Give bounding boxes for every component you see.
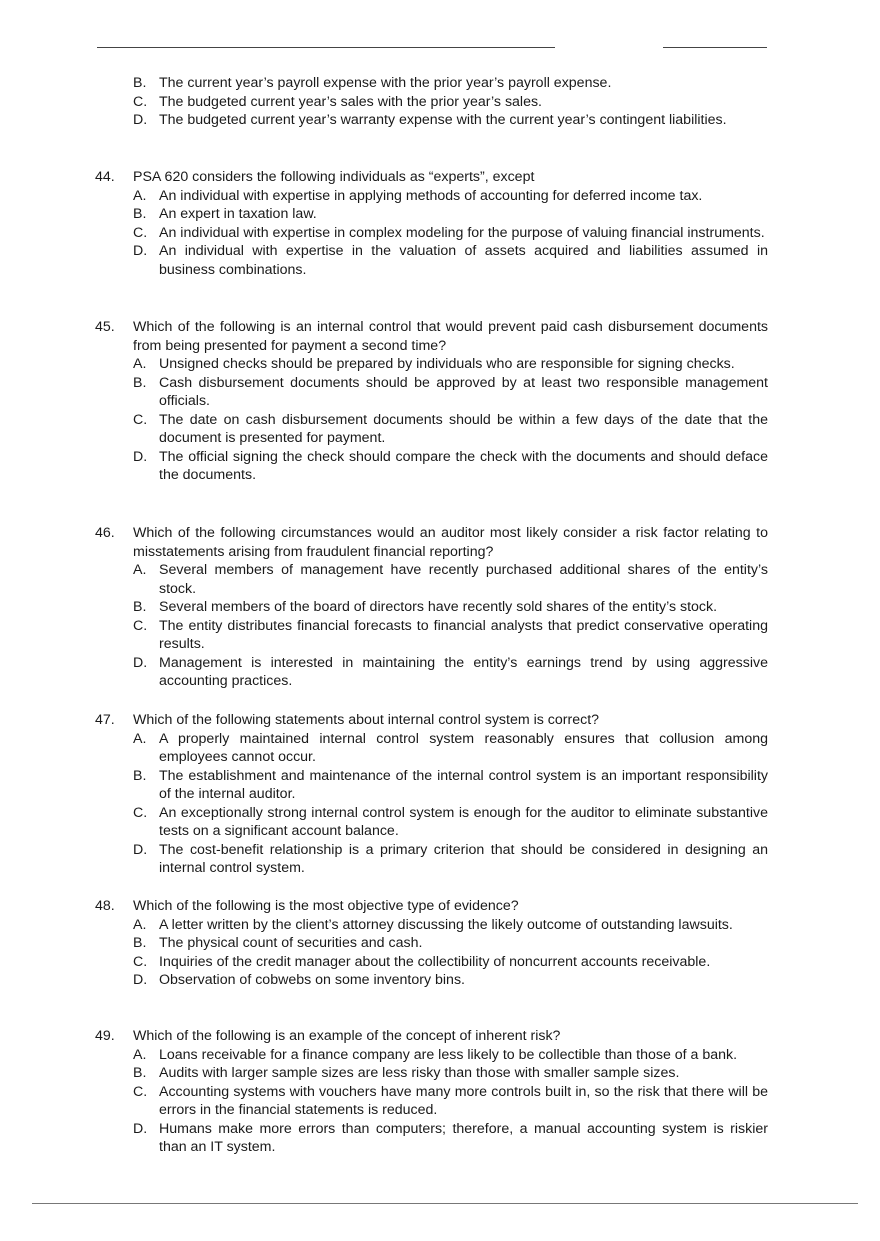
question-number: 47. [95,712,115,728]
option-text: An individual with expertise in complex modeling for the purpose of valuing financial instruments. [159,224,765,241]
option-letter: C. [133,93,148,110]
option-a [133,730,768,767]
option-d [133,1120,768,1157]
option-text: The date on cash disbursement documents should be within a few days of the date that the document is presented for payment. [159,411,768,446]
option-letter: C. [133,411,148,428]
option-c [133,804,768,841]
option-text: A properly maintained internal control system reasonably ensures that collusion among employees cannot occur. [159,730,768,765]
option-text: Management is interested in maintaining the entity’s earnings trend by using aggressive accounting practices. [159,654,768,689]
option-letter: A. [133,562,147,578]
option-d [133,242,768,279]
option-letter: B. [133,935,147,951]
option-letter: D. [133,841,148,858]
question-48 [95,897,768,990]
option-text: Inquiries of the credit manager about the collectibility of noncurrent accounts receivable. [159,953,711,970]
option-text: Accounting systems with vouchers have many more controls built in, so the risk that there will be errors in the financial statements is reduced. [159,1083,768,1118]
option-letter: B. [133,1065,147,1081]
option-letter: C. [133,953,148,970]
option-letter: D. [133,448,148,465]
option-b [133,74,768,93]
option-text: An exceptionally strong internal control system is enough for the auditor to eliminate substantive tests on a significant account balance. [159,804,768,839]
option-d [133,448,768,485]
option-letter: A. [133,730,147,747]
option-text: Unsigned checks should be prepared by individuals who are responsible for signing checks. [159,356,735,372]
question-stem: Which of the following is the most objective type of evidence? [133,898,519,914]
option-text: The official signing the check should compare the check with the documents and should deface the documents. [159,448,768,483]
footer-rule [32,1203,858,1204]
option-text: The entity distributes financial forecasts to financial analysts that predict conservative operating results. [159,617,768,652]
option-d [133,654,768,691]
question-number: 46. [95,525,115,541]
question-number: 49. [95,1028,115,1044]
option-b [133,934,768,953]
option-a [133,561,768,598]
option-letter: C. [133,617,148,634]
option-list [133,916,768,990]
option-c [133,953,768,972]
option-letter: A. [133,356,147,372]
option-a [133,1046,768,1065]
option-text: The cost-benefit relationship is a primary criterion that should be considered in designing an internal control system. [159,841,768,876]
question-45 [95,318,768,485]
option-text: An expert in taxation law. [159,206,317,222]
question-stem: Which of the following circumstances would an auditor most likely consider a risk factor relating to misstatements arising from fraudulent financial reporting? [133,525,768,560]
option-text: The budgeted current year’s warranty expense with the current year’s contingent liabilities. [159,112,727,128]
option-letter: A. [133,1046,147,1063]
option-text: The budgeted current year’s sales with the prior year’s sales. [159,93,543,110]
option-b [133,374,768,411]
question-stem: Which of the following statements about internal control system is correct? [133,712,600,728]
option-text: An individual with expertise in applying methods of accounting for deferred income tax. [159,187,703,204]
option-letter: B. [133,767,147,784]
option-letter: B. [133,599,147,615]
option-a [133,187,768,206]
option-a [133,355,768,374]
option-text: Several members of management have recently purchased additional shares of the entity’s stock. [159,562,768,597]
question-stem: Which of the following is an example of the concept of inherent risk? [133,1028,561,1044]
option-text: Audits with larger sample sizes are less risky than those with smaller sample sizes. [159,1065,680,1081]
option-b [133,205,768,224]
option-letter: C. [133,804,148,821]
question-number: 44. [95,169,115,185]
option-c [133,93,768,112]
continued-question [133,74,768,130]
header-rule-left [97,47,555,48]
option-c [133,224,768,243]
question-46 [95,524,768,691]
option-letter: D. [133,1120,148,1137]
option-c [133,617,768,654]
option-list [133,74,768,130]
option-text: An individual with expertise in the valuation of assets acquired and liabilities assumed in business combinations. [159,243,768,278]
option-c [133,411,768,448]
option-text: Humans make more errors than computers; therefore, a manual accounting system is riskier than an IT system. [159,1120,768,1155]
option-list [133,355,768,485]
question-stem: Which of the following is an internal control that would prevent paid cash disbursement documents from being presented for payment a second time? [133,319,768,354]
option-list [133,730,768,878]
option-b [133,767,768,804]
option-a [133,916,768,935]
option-b [133,598,768,617]
option-letter: C. [133,224,148,241]
option-letter: D. [133,972,148,988]
question-44 [95,168,768,279]
question-49 [95,1027,768,1157]
option-letter: D. [133,654,148,671]
option-text: Cash disbursement documents should be approved by at least two responsible management officials. [159,374,768,409]
option-list [133,561,768,691]
option-c [133,1083,768,1120]
option-letter: D. [133,243,148,259]
option-text: The current year’s payroll expense with the prior year’s payroll expense. [159,75,612,91]
option-d [133,971,768,990]
option-d [133,841,768,878]
option-text: The physical count of securities and cash. [159,935,423,951]
option-b [133,1064,768,1083]
option-letter: A. [133,916,147,933]
option-letter: A. [133,187,147,204]
question-47 [95,711,768,878]
option-list [133,1046,768,1157]
option-text: Loans receivable for a finance company are less likely to be collectible than those of a bank. [159,1046,738,1063]
question-stem: PSA 620 considers the following individuals as “experts”, except [133,169,535,185]
question-number: 45. [95,319,115,335]
option-letter: B. [133,374,147,391]
option-text: The establishment and maintenance of the internal control system is an important responsibility of the internal auditor. [159,767,768,802]
header-rule-right [663,47,767,48]
option-letter: D. [133,112,148,128]
question-number: 48. [95,898,115,914]
option-letter: B. [133,206,147,222]
option-list [133,187,768,280]
option-d [133,111,768,130]
option-text: Observation of cobwebs on some inventory bins. [159,972,465,988]
option-text: A letter written by the client’s attorney discussing the likely outcome of outstanding lawsuits. [159,916,733,933]
option-letter: C. [133,1083,148,1100]
option-text: Several members of the board of directors have recently sold shares of the entity’s stock. [159,599,718,615]
option-letter: B. [133,75,147,91]
